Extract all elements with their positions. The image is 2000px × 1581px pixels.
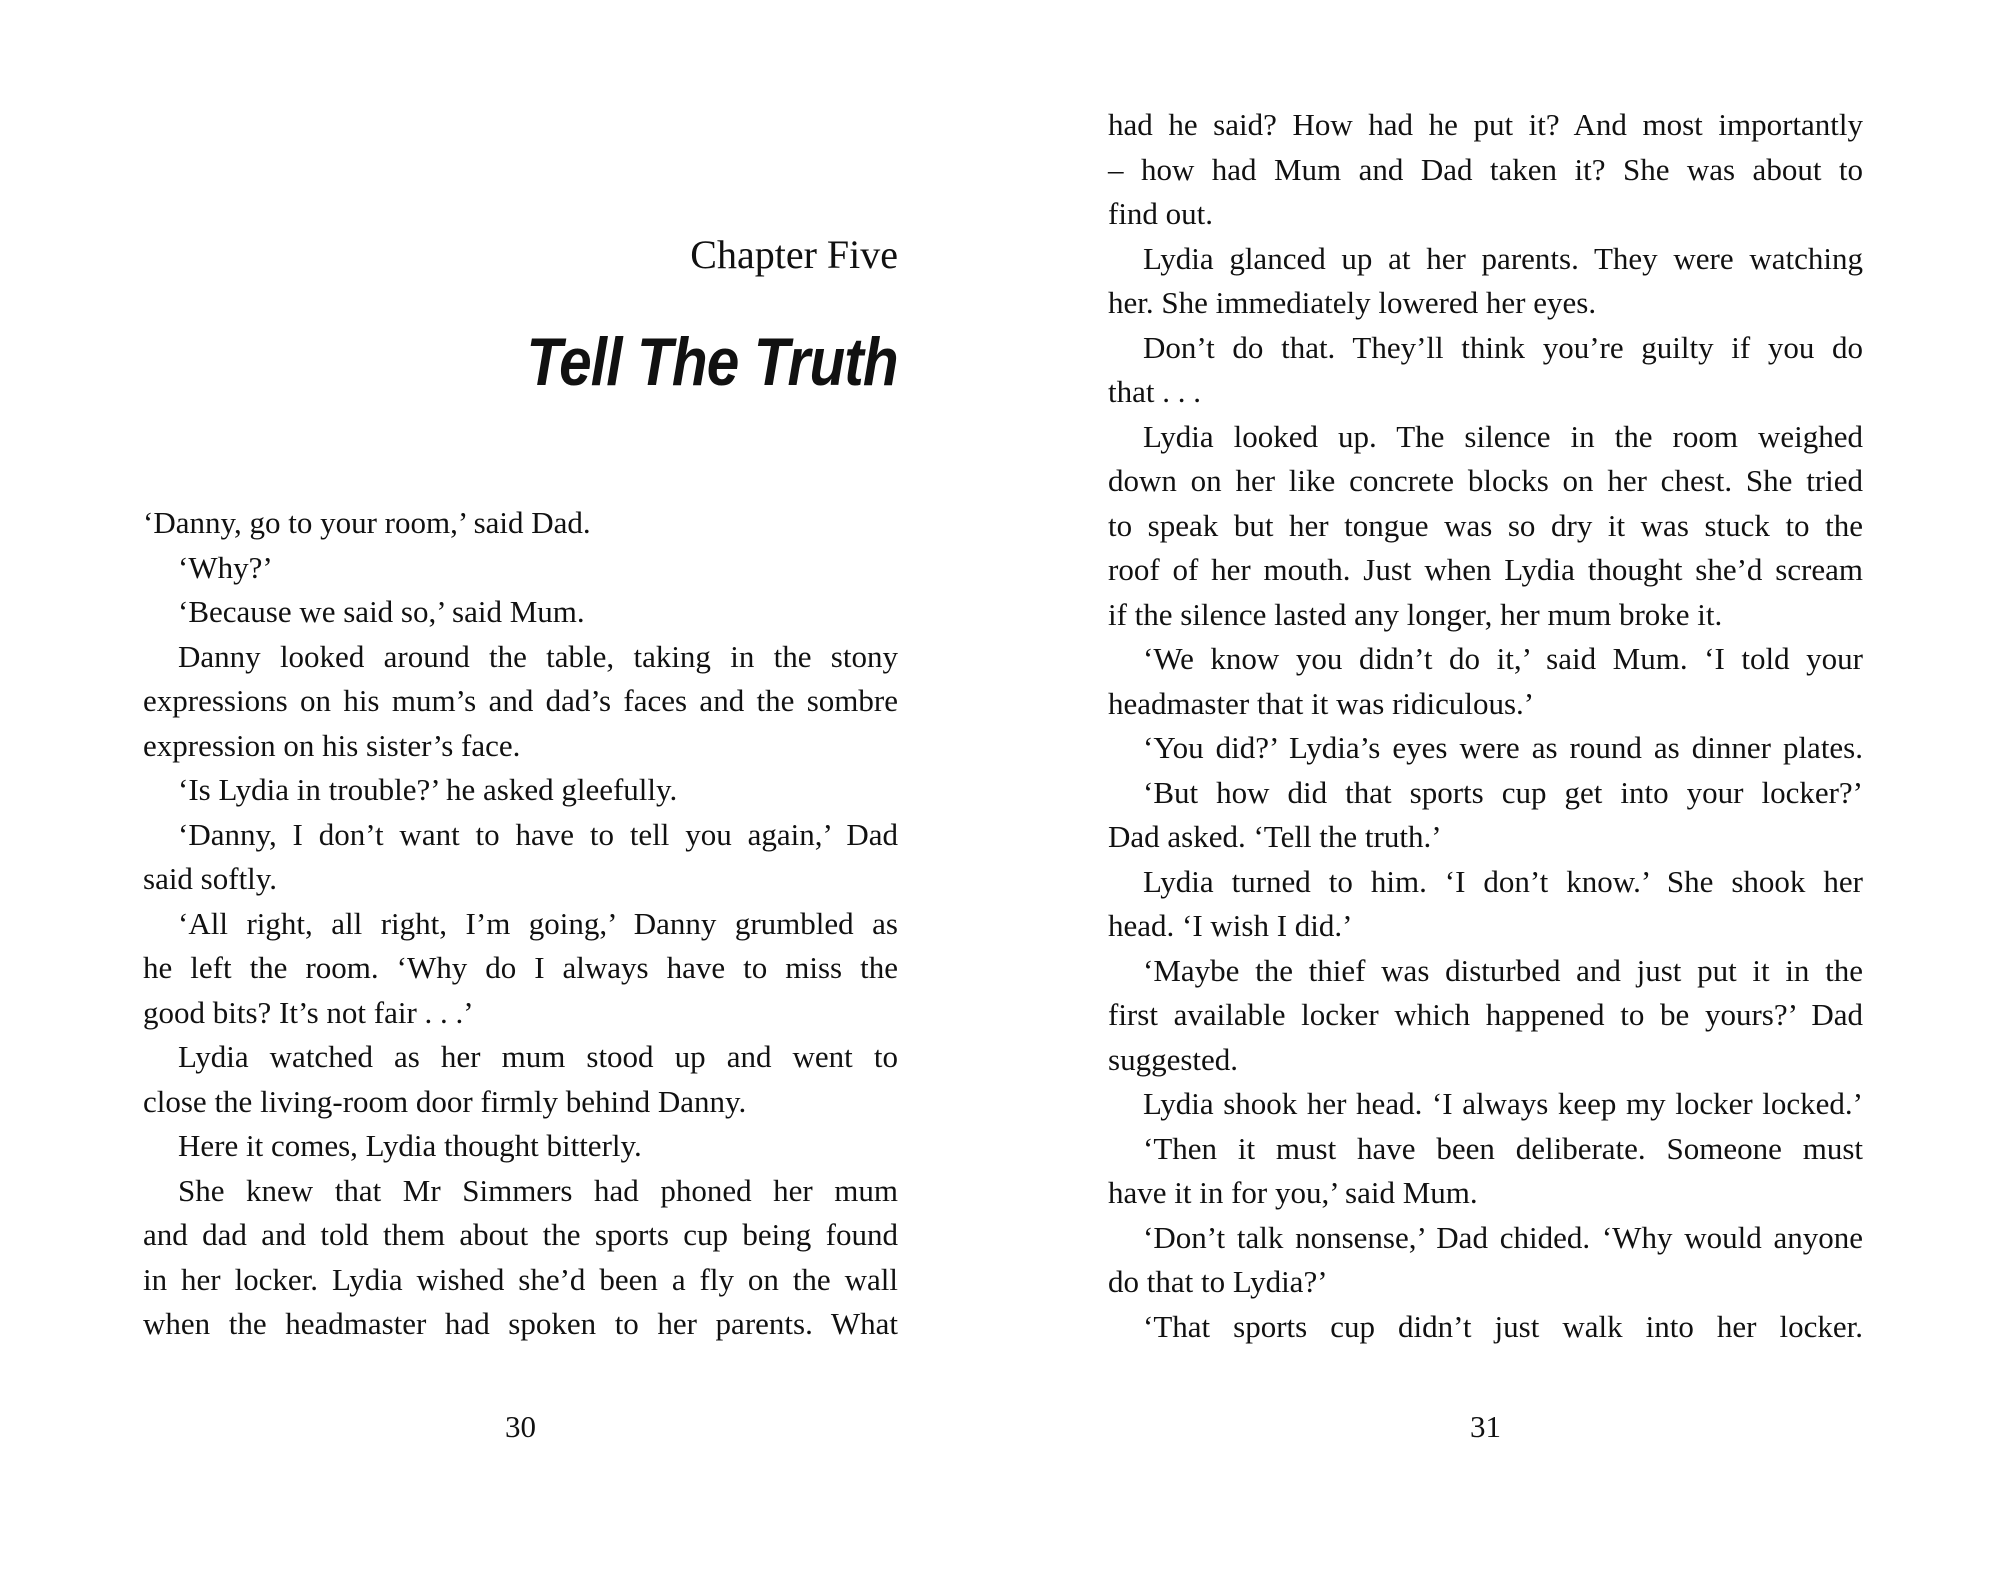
page-number-right: 31 (1470, 1409, 1501, 1444)
chapter-number: Chapter Five (690, 232, 898, 277)
text-line: have it in for you,’ said Mum. (1108, 1175, 1478, 1210)
left-page-text (143, 501, 898, 1347)
text-line: when the headmaster had spoken to her parents. What (143, 1306, 898, 1341)
text-line: ‘All right, all right, I’m going,’ Danny grumbled as (178, 905, 898, 941)
text-line: suggested. (1108, 1041, 1239, 1077)
text-line: Don’t do that. They’ll think you’re guilty if you do (1143, 329, 1863, 365)
text-line: ‘That sports cup didn’t just walk into her locker. (1143, 1308, 1863, 1344)
text-line: Lydia looked up. The silence in the room weighed (1143, 418, 1863, 454)
text-line: good bits? It’s not fair . . .’ (143, 994, 474, 1030)
text-line: said softly. (143, 861, 278, 896)
text-line: Lydia watched as her mum stood up and went to (178, 1039, 898, 1074)
text-line: find out. (1108, 196, 1214, 231)
text-line: headmaster that it was ridiculous.’ (1108, 685, 1535, 721)
text-line: Here it comes, Lydia thought bitterly. (178, 1128, 642, 1163)
text-line: her. She immediately lowered her eyes. (1108, 285, 1597, 320)
text-line: ‘Is Lydia in trouble?’ he asked gleefully. (178, 772, 678, 807)
text-line: had he said? How had he put it? And most importantly (1108, 107, 1863, 142)
text-line: and dad and told them about the sports cup being found (143, 1217, 898, 1252)
text-line: do that to Lydia?’ (1108, 1264, 1328, 1299)
right-page (1108, 0, 1863, 1581)
text-line: – how had Mum and Dad taken it? She was about to (1108, 151, 1863, 187)
text-line: Danny looked around the table, taking in the stony (178, 638, 898, 674)
text-line: head. ‘I wish I did.’ (1108, 908, 1353, 943)
text-line: ‘You did?’ Lydia’s eyes were as round as dinner plates. (1143, 730, 1863, 765)
text-line: close the living-room door firmly behind Danny. (143, 1083, 747, 1119)
text-line: Lydia turned to him. ‘I don’t know.’ She shook her (1143, 863, 1863, 899)
text-line: he left the room. ‘Why do I always have to miss the (143, 950, 898, 985)
text-line: ‘But how did that sports cup get into your locker?’ (1143, 774, 1863, 810)
text-line: ‘Maybe the thief was disturbed and just put it in the (1143, 952, 1863, 988)
text-line: to speak but her tongue was so dry it was stuck to the (1108, 507, 1863, 543)
text-line: She knew that Mr Simmers had phoned her mum (178, 1172, 898, 1208)
text-line: first available locker which happened to be yours?’ Dad (1108, 997, 1863, 1032)
text-line: in her locker. Lydia wished she’d been a fly on the wall (143, 1261, 898, 1297)
text-line: expressions on his mum’s and dad’s faces and the sombre (143, 683, 898, 718)
text-line: ‘Then it must have been deliberate. Someone must (1143, 1130, 1863, 1166)
text-line: Dad asked. ‘Tell the truth.’ (1108, 819, 1442, 854)
text-line: ‘Danny, I don’t want to have to tell you again,’ Dad (178, 816, 898, 852)
text-line: expression on his sister’s face. (143, 727, 521, 763)
text-line: ‘Why?’ (178, 549, 273, 585)
text-line: Lydia shook her head. ‘I always keep my locker locked.’ (1143, 1086, 1863, 1121)
right-page-text (1108, 103, 1863, 1349)
text-line: roof of her mouth. Just when Lydia thought she’d scream (1108, 552, 1863, 587)
chapter-title: Tell The Truth (526, 324, 898, 400)
text-line: ‘Danny, go to your room,’ said Dad. (143, 505, 591, 540)
text-line: ‘We know you didn’t do it,’ said Mum. ‘I told your (1143, 641, 1863, 676)
text-line: down on her like concrete blocks on her chest. She tried (1108, 463, 1863, 498)
text-line: that . . . (1108, 374, 1201, 409)
text-line: if the silence lasted any longer, her mum broke it. (1108, 596, 1723, 632)
text-line: ‘Don’t talk nonsense,’ Dad chided. ‘Why would anyone (1143, 1219, 1863, 1255)
text-line: Lydia glanced up at her parents. They were watching (1143, 240, 1863, 276)
page-number-left: 30 (505, 1409, 536, 1444)
text-line: ‘Because we said so,’ said Mum. (178, 594, 585, 629)
left-page (143, 0, 898, 1581)
